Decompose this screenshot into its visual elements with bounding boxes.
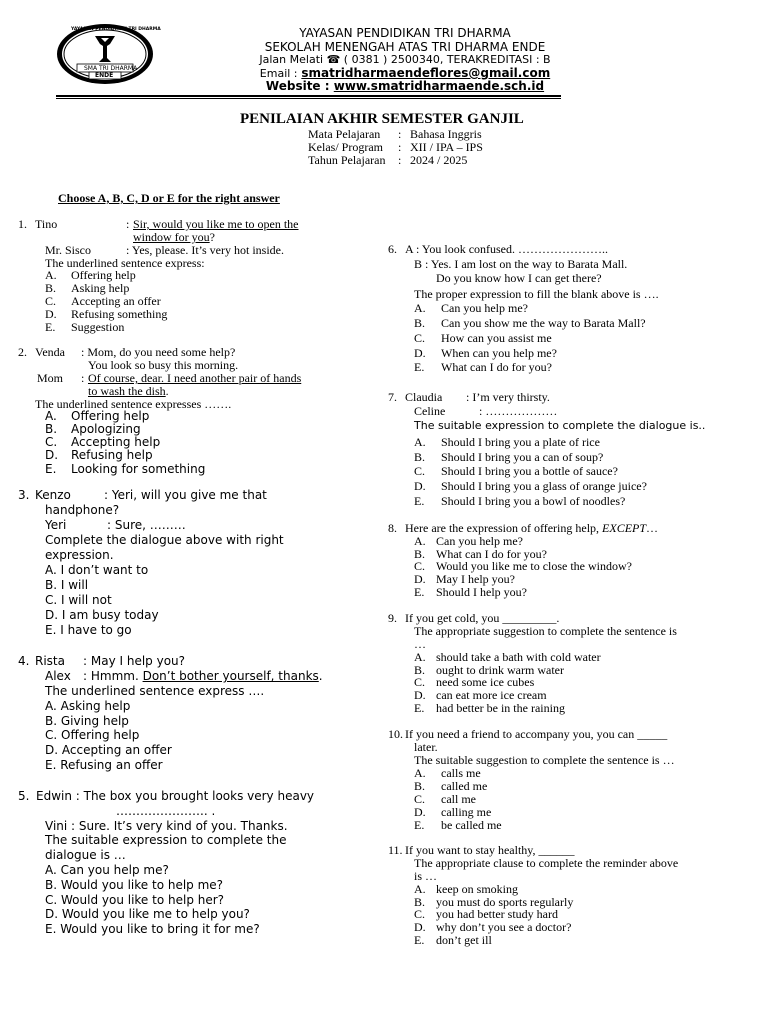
q2-line-1b: You look so busy this morning. bbox=[88, 358, 239, 372]
q2-option-c-key: C. bbox=[45, 435, 58, 449]
q2-option-e[interactable]: Looking for something bbox=[71, 462, 206, 476]
q8-option-d[interactable]: May I help you? bbox=[436, 572, 515, 586]
q10-option-c[interactable]: call me bbox=[441, 792, 476, 806]
q7-option-e-key: E. bbox=[414, 494, 425, 508]
q3-line-1: : Yeri, will you give me that bbox=[104, 488, 267, 502]
q6-option-d[interactable]: When can you help me? bbox=[441, 346, 557, 360]
exam-meta-colon-2: : bbox=[398, 153, 402, 167]
q2-colon-2: : bbox=[81, 371, 85, 385]
q2-speaker-1: Venda bbox=[35, 345, 65, 359]
q2-number: 2. bbox=[18, 345, 27, 359]
q1-line-1-pad bbox=[318, 217, 344, 231]
q1-prompt: The underlined sentence express: bbox=[45, 256, 205, 270]
q2-option-b-key: B. bbox=[45, 422, 58, 436]
exam-meta-value-2: 2024 / 2025 bbox=[410, 153, 468, 167]
q4-line-2c: . bbox=[318, 669, 323, 683]
q1-option-d[interactable]: Refusing something bbox=[71, 307, 168, 321]
q4-speaker-1: Rista bbox=[35, 654, 65, 668]
q2-prompt: The underlined sentence expresses ……. bbox=[35, 397, 232, 411]
q3-option-d[interactable]: D. I am busy today bbox=[45, 608, 159, 622]
q11-option-e-key: E. bbox=[414, 933, 425, 947]
q7-line-2: : ……………… bbox=[479, 404, 558, 418]
q6-option-e[interactable]: What can I do for you? bbox=[441, 360, 552, 374]
q9-option-b-key: B. bbox=[414, 663, 426, 677]
q6-option-b[interactable]: Can you show me the way to Barata Mall? bbox=[441, 316, 646, 330]
logo-top-text: YAYASAN PENDIDIKAN TRI DHARMA bbox=[71, 27, 161, 32]
q3-option-b[interactable]: B. I will bbox=[45, 578, 89, 592]
exam-meta-colon-1: : bbox=[398, 140, 402, 154]
q1-speaker-2: Mr. Sisco bbox=[45, 243, 92, 257]
q2-option-a[interactable]: Offering help bbox=[71, 409, 150, 423]
q11-line-1: If you want to stay healthy, ______ bbox=[405, 843, 575, 857]
q7-speaker-2: Celine bbox=[414, 404, 446, 418]
q4-prompt: The underlined sentence express …. bbox=[45, 684, 265, 698]
q6-option-a-key: A. bbox=[414, 301, 426, 315]
q2-option-d-key: D. bbox=[45, 448, 59, 462]
exam-meta-value-1: XII / IPA – IPS bbox=[410, 140, 483, 154]
q6-option-c[interactable]: How can you assist me bbox=[441, 331, 552, 345]
q4-line-2 bbox=[83, 669, 323, 683]
q10-line-1b: later. bbox=[414, 740, 438, 754]
q8-line-1a: Here are the expression of offering help, bbox=[405, 521, 603, 535]
q11-option-a[interactable]: keep on smoking bbox=[436, 882, 518, 896]
q7-option-a-key: A. bbox=[414, 435, 426, 449]
q5-prompt-1: The suitable expression to complete the bbox=[45, 833, 287, 847]
q5-line-1b: ………………….. . bbox=[116, 804, 216, 818]
q3-prompt-1: Complete the dialogue above with right bbox=[45, 533, 284, 547]
q8-option-b[interactable]: What can I do for you? bbox=[436, 547, 547, 561]
logo-mid-text: SMA TRI DHARMA bbox=[84, 65, 138, 72]
q10-option-a[interactable]: calls me bbox=[441, 766, 481, 780]
exam-title: PENILAIAN AKHIR SEMESTER GANJIL bbox=[240, 111, 524, 127]
q8-option-e-key: E. bbox=[414, 585, 425, 599]
q1-option-a[interactable]: Offering help bbox=[71, 268, 136, 282]
exam-meta-label-2: Tahun Pelajaran bbox=[308, 153, 386, 167]
q4-option-a[interactable]: A. Asking help bbox=[45, 699, 131, 713]
q11-option-e[interactable]: don’t get ill bbox=[436, 933, 492, 947]
q4-option-e[interactable]: E. Refusing an offer bbox=[45, 758, 163, 772]
q8-option-b-key: B. bbox=[414, 547, 426, 561]
q10-option-c-key: C. bbox=[414, 792, 426, 806]
q11-option-b-key: B. bbox=[414, 895, 426, 909]
q6-option-a[interactable]: Can you help me? bbox=[441, 301, 528, 315]
q11-prompt-1: The appropriate clause to complete the reminder above bbox=[414, 856, 679, 870]
q11-number: 11. bbox=[388, 843, 403, 857]
q6-number: 6. bbox=[388, 242, 397, 256]
q8-option-c[interactable]: Would you like me to close the window? bbox=[436, 559, 632, 573]
q2-line-2: Of course, dear. I need another pair of hands bbox=[88, 371, 302, 385]
q7-speaker-1: Claudia bbox=[405, 390, 443, 404]
q10-option-d[interactable]: calling me bbox=[441, 805, 492, 819]
q9-option-c[interactable]: need some ice cubes bbox=[436, 675, 535, 689]
q5-number: 5. bbox=[18, 789, 30, 803]
q11-option-c[interactable]: you had better study hard bbox=[436, 907, 558, 921]
exam-meta-colon-0: : bbox=[398, 127, 402, 141]
email-label: Email : bbox=[259, 67, 298, 80]
q2-option-a-key: A. bbox=[45, 409, 57, 423]
q4-option-b[interactable]: B. Giving help bbox=[45, 714, 129, 728]
q5-option-e[interactable]: E. Would you like to bring it for me? bbox=[45, 922, 260, 936]
q1-line-1b-text: window for you bbox=[133, 230, 210, 244]
q10-option-d-key: D. bbox=[414, 805, 426, 819]
q6-option-e-key: E. bbox=[414, 360, 425, 374]
q3-line-2: : Sure, ……… bbox=[107, 518, 186, 532]
logo-bottom-text: ENDE bbox=[95, 72, 114, 79]
q10-number: 10. bbox=[388, 727, 403, 741]
address-line bbox=[150, 53, 660, 66]
q8-option-a[interactable]: Can you help me? bbox=[436, 534, 523, 548]
q9-option-a-key: A. bbox=[414, 650, 426, 664]
q3-line-1b: handphone? bbox=[45, 503, 120, 517]
address-prefix: Jalan Melati bbox=[259, 53, 324, 66]
q8-line-1c: … bbox=[646, 521, 659, 535]
q1-option-b[interactable]: Asking help bbox=[71, 281, 130, 295]
email-line bbox=[150, 66, 660, 80]
q9-option-e[interactable]: had better be in the raining bbox=[436, 701, 565, 715]
q3-option-a[interactable]: A. I don’t want to bbox=[45, 563, 149, 577]
q7-option-a[interactable]: Should I bring you a plate of rice bbox=[441, 435, 600, 449]
q9-option-d-key: D. bbox=[414, 688, 426, 702]
exam-meta-value-0: Bahasa Inggris bbox=[410, 127, 482, 141]
q4-option-d[interactable]: D. Accepting an offer bbox=[45, 743, 172, 757]
email-link[interactable]: smatridharmaendeflores@gmail.com bbox=[301, 66, 551, 80]
q7-line-1: : I’m very thirsty. bbox=[466, 390, 550, 404]
q1-option-c[interactable]: Accepting an offer bbox=[71, 294, 161, 308]
header-rule-thick bbox=[56, 95, 561, 97]
q2-line-1: : Mom, do you need some help? bbox=[81, 345, 236, 359]
q3-number: 3. bbox=[18, 488, 30, 502]
q4-number: 4. bbox=[18, 654, 30, 668]
q1-line-2: : Yes, please. It’s very hot inside. bbox=[126, 243, 284, 257]
q9-option-e-key: E. bbox=[414, 701, 425, 715]
q7-number: 7. bbox=[388, 390, 397, 404]
q2-option-b[interactable]: Apologizing bbox=[71, 422, 141, 436]
q9-prompt-1: The appropriate suggestion to complete the sentence is bbox=[414, 624, 677, 638]
q7-option-e[interactable]: Should I bring you a bowl of noodles? bbox=[441, 494, 626, 508]
q9-option-b[interactable]: ought to drink warm water bbox=[436, 663, 564, 677]
q2-line-2c: . bbox=[165, 384, 169, 398]
q11-option-c-key: C. bbox=[414, 907, 426, 921]
school-logo bbox=[55, 22, 161, 86]
q10-line-1: If you need a friend to accompany you, you can _____ bbox=[405, 727, 668, 741]
q4-speaker-2: Alex bbox=[45, 669, 71, 683]
q6-line-2: B : Yes. I am lost on the way to Barata Mall. bbox=[414, 257, 628, 271]
q6-prompt: The proper expression to fill the blank above is …. bbox=[414, 287, 659, 301]
q3-option-e[interactable]: E. I have to go bbox=[45, 623, 132, 637]
q10-option-e[interactable]: be called me bbox=[441, 818, 502, 832]
q9-option-a[interactable]: should take a bath with cold water bbox=[436, 650, 601, 664]
q10-prompt: The suitable suggestion to complete the sentence is … bbox=[414, 753, 675, 767]
q10-option-a-key: A. bbox=[414, 766, 426, 780]
q9-option-c-key: C. bbox=[414, 675, 426, 689]
q1-speaker-1: Tino bbox=[35, 217, 58, 231]
q9-option-d[interactable]: can eat more ice cream bbox=[436, 688, 547, 702]
q1-option-b-key: B. bbox=[45, 281, 57, 295]
q6-option-b-key: B. bbox=[414, 316, 426, 330]
foundation-name: YAYASAN PENDIDIKAN TRI DHARMA bbox=[299, 26, 511, 40]
q11-option-d-key: D. bbox=[414, 920, 426, 934]
q1-colon-1: : bbox=[126, 217, 130, 231]
q5-option-c[interactable]: C. Would you like to help her? bbox=[45, 893, 225, 907]
q9-prompt-2: … bbox=[414, 637, 426, 651]
q2-option-c[interactable]: Accepting help bbox=[71, 435, 161, 449]
q1-option-c-key: C. bbox=[45, 294, 57, 308]
q1-line-1: Sir, would you like me to open the bbox=[133, 217, 299, 231]
q7-prompt: The suitable expression to complete the dialogue is.. bbox=[414, 419, 706, 432]
q10-option-b[interactable]: called me bbox=[441, 779, 488, 793]
q4-line-2a: : Hmmm. bbox=[83, 669, 143, 683]
q5-line-1: Edwin : The box you brought looks very heavy bbox=[36, 789, 315, 803]
phone-icon: ☎ bbox=[326, 53, 341, 66]
school-name: SEKOLAH MENENGAH ATAS TRI DHARMA ENDE bbox=[264, 40, 546, 54]
q2-option-d[interactable]: Refusing help bbox=[71, 448, 153, 462]
q1-line-1c: ? bbox=[209, 230, 215, 244]
q2-line-2b: to wash the dish bbox=[88, 384, 166, 398]
q2-option-e-key: E. bbox=[45, 462, 57, 476]
q6-line-3: Do you know how I can get there? bbox=[436, 271, 602, 285]
q11-prompt-2: is … bbox=[414, 869, 438, 883]
q8-option-e[interactable]: Should I help you? bbox=[436, 585, 527, 599]
q8-option-a-key: A. bbox=[414, 534, 426, 548]
q8-number: 8. bbox=[388, 521, 397, 535]
q5-option-b[interactable]: B. Would you like to help me? bbox=[45, 878, 224, 892]
exam-meta-label-0: Mata Pelajaran bbox=[308, 127, 381, 141]
q7-option-d[interactable]: Should I bring you a glass of orange juice? bbox=[441, 479, 647, 493]
q7-option-d-key: D. bbox=[414, 479, 426, 493]
q8-except: EXCEPT bbox=[602, 521, 647, 535]
q7-option-b-key: B. bbox=[414, 450, 426, 464]
q5-option-a[interactable]: A. Can you help me? bbox=[45, 863, 169, 877]
q3-prompt-2: expression. bbox=[45, 548, 114, 562]
q4-line-2-underlined: Don’t bother yourself, thanks bbox=[142, 669, 319, 683]
q2-speaker-2: Mom bbox=[37, 371, 64, 385]
q1-number: 1. bbox=[18, 217, 27, 231]
q8-option-d-key: D. bbox=[414, 572, 426, 586]
q5-line-2: Vini : Sure. It’s very kind of you. Thanks. bbox=[45, 819, 288, 833]
q7-option-c-key: C. bbox=[414, 464, 426, 478]
q7-option-b[interactable]: Should I bring you a can of soup? bbox=[441, 450, 604, 464]
q4-option-c[interactable]: C. Offering help bbox=[45, 728, 140, 742]
q1-option-e[interactable]: Suggestion bbox=[71, 320, 125, 334]
q10-option-e-key: E. bbox=[414, 818, 425, 832]
q11-option-b[interactable]: you must do sports regularly bbox=[436, 895, 574, 909]
q11-option-d[interactable]: why don’t you see a doctor? bbox=[436, 920, 572, 934]
q5-option-d[interactable]: D. Would you like me to help you? bbox=[45, 907, 250, 921]
q3-speaker-1: Kenzo bbox=[35, 488, 71, 502]
q9-line-1: If you get cold, you _________. bbox=[405, 611, 560, 625]
header-rule-thin bbox=[56, 98, 561, 99]
q6-line-1: A : You look confused. ………………….. bbox=[405, 242, 609, 256]
q6-option-d-key: D. bbox=[414, 346, 426, 360]
q3-option-c[interactable]: C. I will not bbox=[45, 593, 112, 607]
q1-option-e-key: E. bbox=[45, 320, 56, 334]
q4-line-1: : May I help you? bbox=[83, 654, 186, 668]
address-rest: ( 0381 ) 2500340, TERAKREDITASI : B bbox=[343, 53, 551, 66]
q10-option-b-key: B. bbox=[414, 779, 426, 793]
q1-option-a-key: A. bbox=[45, 268, 57, 282]
q1-option-d-key: D. bbox=[45, 307, 57, 321]
website-label: Website : bbox=[265, 79, 330, 93]
q11-option-a-key: A. bbox=[414, 882, 426, 896]
website-line bbox=[150, 79, 660, 93]
q3-speaker-2: Yeri bbox=[45, 518, 67, 532]
q7-option-c[interactable]: Should I bring you a bottle of sauce? bbox=[441, 464, 618, 478]
website-link[interactable]: www.smatridharmaende.sch.id bbox=[333, 79, 545, 93]
exam-meta-label-1: Kelas/ Program bbox=[308, 140, 383, 154]
instruction: Choose A, B, C, D or E for the right answer bbox=[58, 191, 280, 205]
q6-option-c-key: C. bbox=[414, 331, 426, 345]
q8-option-c-key: C. bbox=[414, 559, 426, 573]
q5-prompt-2: dialogue is … bbox=[45, 848, 126, 862]
q9-number: 9. bbox=[388, 611, 397, 625]
